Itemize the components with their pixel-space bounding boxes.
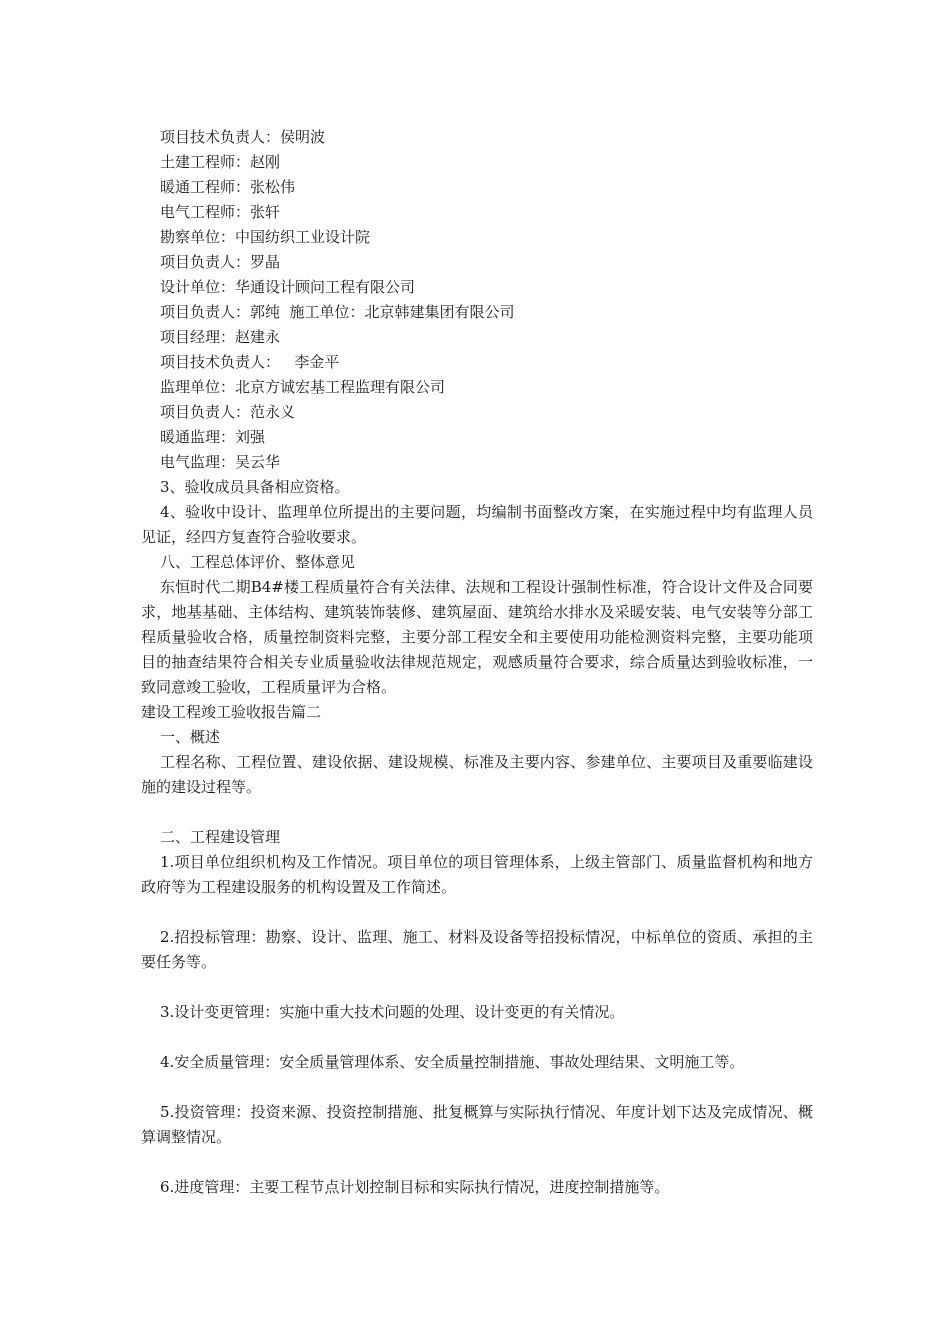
blank-line [141, 800, 813, 825]
blank-line [141, 975, 813, 1000]
text-line: 项目负责人：罗晶 [160, 253, 281, 271]
blank-line [141, 900, 813, 925]
text-line: 项目技术负责人： 李金平 [160, 353, 340, 371]
blank-line [141, 1025, 813, 1050]
paragraph: 东恒时代二期B4#楼工程质量符合有关法律、法规和工程设计强制性标准，符合设计文件及合同要求，地基基础、主体结构、建筑装饰装修、建筑屋面、建筑给水排水及采暖安装、电气安装等分部工程质量验收合格，质量控制资料完整，主要分部工程安全和主要使用功能检测资料完整，主要功能项目的抽查结果符合相关专业质量验收法律规范规定，观感质量符合要求，综合质量达到验收标准，一致同意竣工验收，工程质量评为合格。 [141, 578, 813, 696]
section-heading: 八、工程总体评价、整体意见 [160, 553, 356, 571]
paragraph: 2.招投标管理：勘察、设计、监理、施工、材料及设备等招投标情况，中标单位的资质、承担的主要任务等。 [141, 928, 813, 971]
paragraph: 1.项目单位组织机构及工作情况。项目单位的项目管理体系，上级主管部门、质量监督机构和地方政府等为工程建设服务的机构设置及工作简述。 [141, 853, 813, 896]
paragraph: 工程名称、工程位置、建设依据、建设规模、标准及主要内容、参建单位、主要项目及重要临建设施的建设过程等。 [141, 753, 813, 796]
text-line: 电气工程师：张轩 [160, 203, 281, 221]
text-line: 暖通工程师：张松伟 [160, 178, 296, 196]
blank-line [141, 1075, 813, 1100]
text-line: 项目经理：赵建永 [160, 328, 281, 346]
paragraph: 3.设计变更管理：实施中重大技术问题的处理、设计变更的有关情况。 [160, 1003, 625, 1021]
text-line: 土建工程师：赵刚 [160, 153, 281, 171]
paragraph: 6.进度管理：主要工程节点计划控制目标和实际执行情况，进度控制措施等。 [160, 1178, 670, 1196]
paragraph: 4、验收中设计、监理单位所提出的主要问题，均编制书面整改方案，在实施过程中均有监理人员见证，经四方复查符合验收要求。 [141, 503, 813, 546]
section-heading: 二、工程建设管理 [160, 828, 281, 846]
text-line: 项目负责人：范永义 [160, 403, 296, 421]
text-line: 电气监理：吴云华 [160, 453, 281, 471]
text-line: 设计单位：华通设计顾问工程有限公司 [160, 278, 416, 296]
paragraph: 5.投资管理：投资来源、投资控制措施、批复概算与实际执行情况、年度计划下达及完成情况、概算调整情况。 [141, 1103, 813, 1146]
section-heading: 一、概述 [160, 728, 221, 746]
text-line: 勘察单位：中国纺织工业设计院 [160, 228, 371, 246]
blank-line [141, 1150, 813, 1175]
text-line: 暖通监理：刘强 [160, 428, 266, 446]
document-title: 建设工程竣工验收报告篇二 [141, 703, 322, 721]
text-line: 项目技术负责人：侯明波 [160, 128, 326, 146]
paragraph: 4.安全质量管理：安全质量管理体系、安全质量控制措施、事故处理结果、文明施工等。 [160, 1053, 745, 1071]
text-line: 3、验收成员具备相应资格。 [160, 478, 350, 496]
text-line: 项目负责人：郭纯 施工单位：北京韩建集团有限公司 [160, 303, 515, 321]
document-page [141, 125, 813, 1200]
text-line: 监理单位：北京方诚宏基工程监理有限公司 [160, 378, 446, 396]
